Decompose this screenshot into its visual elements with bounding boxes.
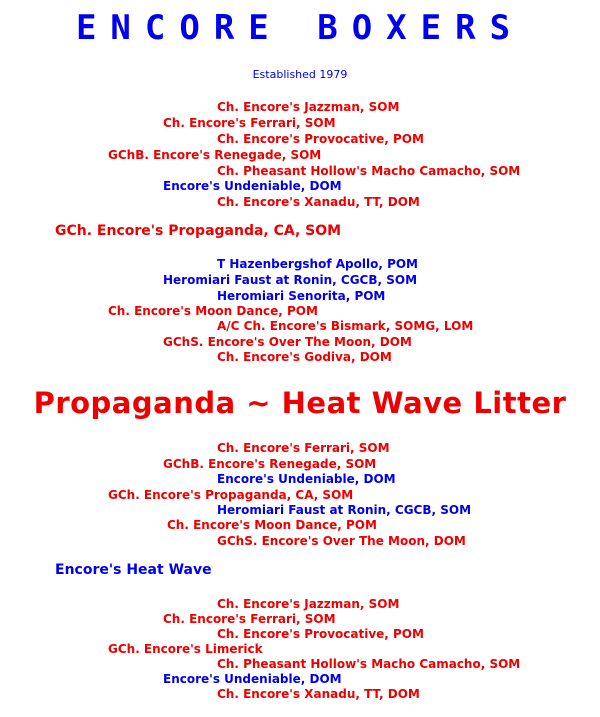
established-text: Established 1979 (252, 68, 348, 81)
pedigree-line: Encore's Undeniable, DOM (217, 472, 396, 486)
pedigree-line: Ch. Encore's Jazzman, SOM (217, 100, 400, 114)
pedigree-line: GChB. Encore's Renegade, SOM (108, 148, 322, 162)
pedigree-line: Ch. Encore's Moon Dance, POM (167, 518, 377, 532)
pedigree-line: Ch. Encore's Jazzman, SOM (217, 597, 400, 611)
pedigree-line: Ch. Encore's Xanadu, TT, DOM (217, 687, 420, 701)
page-title: ENCORE BOXERS (75, 8, 525, 48)
pedigree-line: GCh. Encore's Propaganda, CA, SOM (108, 488, 354, 502)
pedigree-line: Heromiari Faust at Ronin, CGCB, SOM (217, 503, 472, 517)
pedigree-line: Ch. Encore's Ferrari, SOM (163, 116, 336, 130)
pedigree-line: Heromiari Senorita, POM (217, 289, 386, 303)
dam-name: Encore's Heat Wave (55, 562, 212, 578)
pedigree-line: T Hazenbergshof Apollo, POM (217, 257, 418, 271)
sire-name: GCh. Encore's Propaganda, CA, SOM (55, 223, 342, 239)
pedigree-line: Heromiari Faust at Ronin, CGCB, SOM (163, 273, 418, 287)
pedigree-line: Ch. Encore's Moon Dance, POM (108, 304, 318, 318)
pedigree-line: A/C Ch. Encore's Bismark, SOMG, LOM (217, 319, 474, 333)
pedigree-line: Ch. Pheasant Hollow's Macho Camacho, SOM (217, 657, 521, 671)
pedigree-line: Ch. Encore's Xanadu, TT, DOM (217, 195, 420, 209)
pedigree-line: Encore's Undeniable, DOM (163, 672, 342, 686)
pedigree-line: Ch. Encore's Provocative, POM (217, 132, 424, 146)
pedigree-line: GChB. Encore's Renegade, SOM (163, 457, 377, 471)
pedigree-line: GChS. Encore's Over The Moon, DOM (217, 534, 466, 548)
pedigree-line: Ch. Encore's Ferrari, SOM (217, 441, 390, 455)
litter-title: Propaganda ~ Heat Wave Litter (33, 386, 567, 420)
pedigree-line: Ch. Encore's Provocative, POM (217, 627, 424, 641)
pedigree-line: Ch. Pheasant Hollow's Macho Camacho, SOM (217, 164, 521, 178)
pedigree-line: GCh. Encore's Limerick (108, 642, 263, 656)
pedigree-line: Ch. Encore's Godiva, DOM (217, 350, 392, 364)
pedigree-line: Encore's Undeniable, DOM (163, 179, 342, 193)
pedigree-line: Ch. Encore's Ferrari, SOM (163, 612, 336, 626)
pedigree-line: GChS. Encore's Over The Moon, DOM (163, 335, 412, 349)
